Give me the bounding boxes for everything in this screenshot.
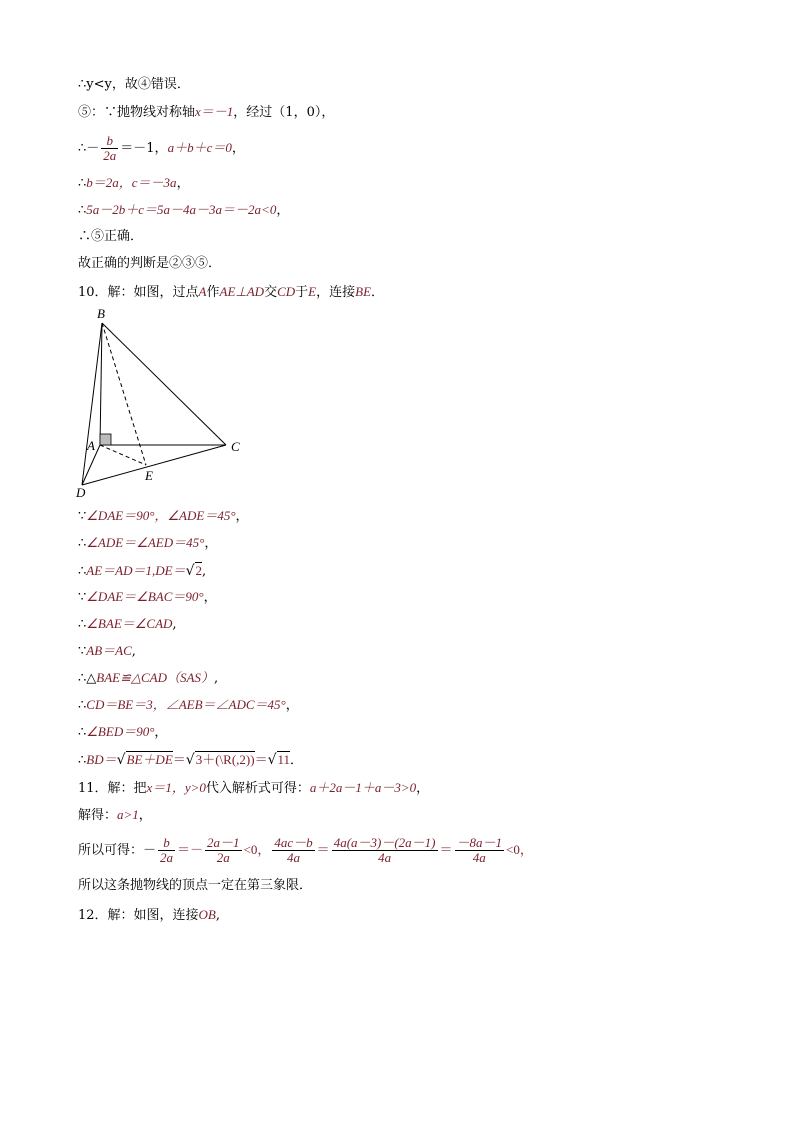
right-angle-marker — [100, 434, 111, 445]
segment-bd — [82, 323, 102, 485]
label-a: A — [87, 438, 95, 453]
proof-line-1: ∵∠DAE＝90°，∠ADE＝45°， — [78, 508, 249, 524]
label-b: B — [97, 306, 105, 321]
label-c: C — [231, 439, 240, 454]
fraction-3: $\frac{4ac-b}{4a}$ — [274, 835, 313, 865]
text-line-7: 故正确的判断是②③⑤． — [78, 256, 222, 271]
segment-ba — [100, 323, 102, 445]
text-line-2: ⑤：∵抛物线对称轴x＝－1，经过（1，0）， — [78, 104, 335, 120]
text-line-3: ∴－ $\frac{b}{2a}$ ＝－1，a＋b＋c＝0， — [78, 133, 245, 163]
sqrt-symbol: √ — [267, 752, 277, 768]
proof-line-10: ∴BD＝√BE＋DE＝√3＋(\R(,2))＝√11． — [78, 752, 304, 768]
proof-line-2: ∴∠ADE＝∠AED＝45°， — [78, 535, 218, 551]
proof-line-6: ∵AB＝AC, — [78, 643, 136, 659]
text-line-4: ∴b＝2a，c＝－3a， — [78, 175, 190, 191]
question-11-line-3: 所以可得：－ $\frac{b}{2a}$ ＝－ $\frac{2a-1}{2a}$ <0， $\frac{4ac-b}{4a}$ ＝ $\frac{4a(a-3)-(2a-1)}{4a}$ ＝ $\frac{-8a-1}{4a}$ <0， — [78, 835, 533, 865]
label-d: D — [76, 485, 86, 500]
question-11-line-2: 解得：a>1， — [78, 807, 152, 823]
sqrt-symbol: √ — [185, 752, 195, 768]
triangle-figure — [70, 305, 260, 500]
fraction-2: $\frac{2a-1}{2a}$ — [207, 835, 240, 865]
text-line-1: ∴y<y，故④错误． — [78, 77, 190, 92]
text-line-6: ∴⑤正确． — [78, 229, 144, 244]
proof-line-8: ∴CD＝BE＝3，∠AEB＝∠ADC＝45°， — [78, 697, 299, 713]
question-10-heading: 10．解：如图，过点A作AE⊥AD交CD于E，连接BE． — [78, 284, 385, 300]
question-11-line-1: 11．解：把x＝1，y>0代入解析式可得：a＋2a－1＋a－3>0， — [78, 780, 430, 796]
question-12-heading: 12．解：如图，连接OB, — [78, 907, 221, 923]
segment-dc — [82, 445, 226, 485]
fraction-b-over-2a: $\frac{b}{2a}$ — [103, 133, 117, 163]
fraction-4: $\frac{4a(a-3)-(2a-1)}{4a}$ — [333, 835, 436, 865]
fraction-5: $\frac{-8a-1}{4a}$ — [456, 835, 503, 865]
proof-line-9: ∴∠BED＝90°， — [78, 724, 168, 740]
segment-ae-dashed — [100, 445, 146, 465]
proof-line-3: ∴AE＝AD＝1,DE＝√2, — [78, 563, 207, 579]
label-e: E — [145, 468, 153, 483]
question-11-line-4: 所以这条抛物线的顶点一定在第三象限． — [78, 878, 313, 893]
proof-line-5: ∴∠BAE＝∠CAD, — [78, 616, 177, 632]
sqrt-symbol: √ — [185, 563, 195, 579]
proof-line-4: ∵∠DAE＝∠BAC＝90°， — [78, 589, 217, 605]
fraction-1: $\frac{b}{2a}$ — [160, 835, 174, 865]
text-line-5: ∴5a－2b＋c＝5a－4a－3a＝－2a<0， — [78, 202, 290, 218]
proof-line-7: ∴△BAE≌△CAD（SAS）, — [78, 670, 219, 686]
sqrt-symbol: √ — [116, 752, 126, 768]
